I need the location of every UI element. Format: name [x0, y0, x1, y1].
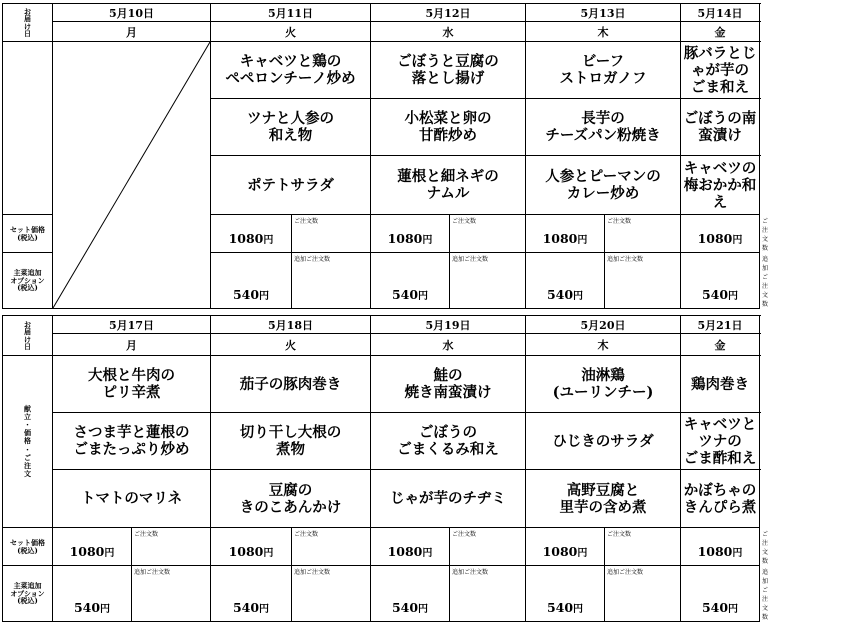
- dish-line: 甘酢炒め: [419, 127, 477, 144]
- dish-line: キャベツとツナの: [683, 415, 757, 450]
- dish-line: 小松菜と卵の: [404, 110, 492, 127]
- set-price-cell: [371, 528, 450, 566]
- dish-line: (ユーリンチー): [552, 384, 654, 401]
- option-price-row: 主菜追加 オプション (税込) 540円 追加ご注文数 540円 追加ご注文数 540円 追加ご注文数 540円 追加ご注文数: [3, 253, 760, 309]
- price-value: 540: [73, 600, 101, 615]
- dish-cell: [526, 356, 681, 413]
- menu-side-label: [3, 42, 53, 215]
- stacked-label: [3, 539, 52, 554]
- label-line: セット価格: [10, 225, 45, 235]
- dish-line: ごま和え: [691, 78, 749, 96]
- dish-line: かぼちゃの: [683, 481, 757, 499]
- stacked-label: [3, 269, 52, 291]
- weekday-header: 金: [681, 22, 760, 42]
- price-value: 540: [701, 287, 729, 302]
- dish-line: ごぼうと豆腐の: [397, 53, 499, 70]
- label-line: 価: [24, 428, 31, 438]
- dish-line: 豆腐の: [268, 481, 313, 499]
- weekday-header: 水: [371, 22, 526, 42]
- dish-cell: [211, 356, 371, 413]
- dish-cell: [371, 99, 526, 156]
- date-header: 5月19日: [371, 316, 526, 334]
- option-price-cell: [526, 566, 605, 622]
- stacked-label: [3, 226, 52, 241]
- dish-cell: [53, 470, 211, 528]
- date-header: 5月21日: [681, 316, 760, 334]
- stacked-label: [3, 8, 52, 37]
- label-line: オプション: [10, 275, 45, 285]
- date-row: [3, 4, 760, 22]
- label-line: (税込): [17, 545, 38, 555]
- dish-line: 鶏肉巻き: [691, 375, 749, 393]
- dish-line: チーズパン粉焼き: [545, 127, 661, 144]
- dish-cell: [526, 413, 681, 470]
- date-header: 5月11日: [211, 4, 371, 22]
- price-value: 540: [391, 287, 419, 302]
- currency-unit: 円: [263, 548, 274, 559]
- set-price-cell: [526, 528, 605, 566]
- dish-line: ツナと人参の: [247, 110, 334, 127]
- label-line: 注: [24, 460, 31, 470]
- label-line: け: [24, 21, 31, 31]
- price-value: 540: [701, 600, 729, 615]
- date-header: 5月14日: [681, 4, 760, 22]
- dish-line: ごぼうの南蛮漬け: [683, 110, 757, 144]
- dish-line: じゃが芋のチヂミ: [390, 490, 506, 507]
- option-price-order-field[interactable]: 追加ご注文数: [292, 253, 371, 309]
- currency-unit: 円: [728, 291, 739, 302]
- label-line: お: [24, 319, 31, 329]
- dish-line: 和え物: [268, 127, 313, 144]
- dish-cell: [526, 42, 681, 99]
- price-value: 1080: [228, 544, 264, 559]
- option-price-label: [3, 253, 53, 309]
- option-price-cell: [681, 253, 760, 309]
- option-price-cell: [211, 253, 292, 309]
- weekday-row: [3, 334, 760, 356]
- option-price-order-field[interactable]: 追加ご注文数: [450, 253, 526, 309]
- dish-cell: [681, 470, 760, 528]
- dish-cell: [371, 156, 526, 215]
- label-line: 届: [24, 14, 31, 24]
- dish-line: ストロガノフ: [559, 70, 647, 87]
- currency-unit: 円: [263, 235, 274, 246]
- dish-line: 油淋鶏: [581, 367, 625, 384]
- set-price-label: [3, 528, 53, 566]
- dish-line: ビーフ: [581, 53, 625, 70]
- delivery-day-label: [3, 4, 53, 42]
- dish-line: ナムル: [426, 185, 470, 202]
- dish-line: ひじきのサラダ: [552, 432, 654, 450]
- label-line: ご: [24, 452, 31, 462]
- label-line: ・: [24, 420, 31, 430]
- dish-line: 鮭の: [433, 367, 463, 384]
- dish-line: 煮物: [276, 441, 305, 458]
- dish-cell: [371, 42, 526, 99]
- label-line: オプション: [10, 588, 45, 598]
- dish-cell: [211, 156, 371, 215]
- label-line: 文: [24, 468, 31, 478]
- dish-cell: [681, 413, 760, 470]
- price-value: 1080: [387, 231, 423, 246]
- label-line: (税込): [17, 596, 38, 606]
- dish-cell: [211, 470, 371, 528]
- currency-unit: 円: [422, 235, 433, 246]
- set-price-cell: [526, 215, 605, 253]
- dish-line: 大根と牛肉の: [88, 367, 175, 384]
- weekday-header: 月: [53, 334, 211, 356]
- dish-cell: [681, 99, 760, 156]
- date-header: 5月18日: [211, 316, 371, 334]
- price-value: 1080: [387, 544, 423, 559]
- option-price-cell: [526, 253, 605, 309]
- price-value: 1080: [542, 544, 578, 559]
- dish-line: 蓮根と細ネギの: [397, 168, 499, 185]
- set-price-cell: [211, 528, 292, 566]
- label-line: け: [24, 334, 31, 344]
- weekday-header: 火: [211, 22, 371, 42]
- label-line: (税込): [17, 283, 38, 293]
- dish-line: 長芋の: [581, 110, 625, 127]
- dish-line: カレー炒め: [566, 185, 640, 202]
- currency-unit: 円: [573, 291, 584, 302]
- option-price-cell: [681, 566, 760, 622]
- currency-unit: 円: [728, 604, 739, 615]
- currency-unit: 円: [732, 235, 743, 246]
- label-line: ・: [24, 444, 31, 454]
- dish-line: 茄子の豚肉巻き: [239, 375, 342, 393]
- set-price-cell: [371, 215, 450, 253]
- option-price-cell: [371, 566, 450, 622]
- dish-line: 高野豆腐と: [566, 481, 640, 499]
- option-price-label: [3, 566, 53, 622]
- label-line: (税込): [17, 232, 38, 242]
- set-price-order-field[interactable]: ご注文数: [605, 215, 681, 253]
- weekday-row: [3, 22, 760, 42]
- dish-cell: [681, 356, 760, 413]
- currency-unit: 円: [573, 604, 584, 615]
- date-header: 5月13日: [526, 4, 681, 22]
- set-price-order-field[interactable]: ご注文数: [450, 528, 526, 566]
- dish-cell: [53, 356, 211, 413]
- date-row: [3, 316, 760, 334]
- dish-line: ごまくるみ和え: [397, 441, 499, 458]
- week1-menu-table: [2, 3, 769, 309]
- price-value: 1080: [542, 231, 578, 246]
- price-value: 540: [232, 600, 260, 615]
- dish-line: 人参とピーマンの: [545, 168, 661, 185]
- label-line: 日: [24, 28, 31, 38]
- dish-line: 梅おかか和え: [683, 176, 757, 211]
- price-value: 540: [546, 600, 574, 615]
- dish-row: [3, 413, 760, 470]
- set-price-order-field[interactable]: ご注文数: [450, 215, 526, 253]
- date-header: 5月12日: [371, 4, 526, 22]
- weekday-header: 金: [681, 334, 760, 356]
- set-price-order-field[interactable]: ご注文数: [292, 215, 371, 253]
- price-value: 1080: [697, 231, 733, 246]
- dish-cell: [526, 99, 681, 156]
- dish-cell: [211, 42, 371, 99]
- dish-line: きのこあんかけ: [239, 498, 342, 516]
- label-line: 格: [24, 436, 31, 446]
- option-price-row: 主菜追加 オプション (税込) 540円 追加ご注文数 540円 追加ご注文数 540円 追加ご注文数 540円 追加ご注文数 540円 追加ご注文数: [3, 566, 760, 622]
- currency-unit: 円: [422, 548, 433, 559]
- label-line: お: [24, 6, 31, 16]
- date-header: 5月20日: [526, 316, 681, 334]
- currency-unit: 円: [259, 291, 270, 302]
- currency-unit: 円: [259, 604, 270, 615]
- dish-line: トマトのマリネ: [80, 490, 183, 507]
- dish-line: キャベツと鶏の: [239, 53, 342, 70]
- date-header: 5月17日: [53, 316, 211, 334]
- price-value: 1080: [69, 544, 105, 559]
- delivery-day-label: [3, 316, 53, 356]
- dish-cell: [526, 470, 681, 528]
- option-price-order-field[interactable]: 追加ご注文数: [292, 566, 371, 622]
- label-line: 主菜追加: [13, 268, 42, 278]
- currency-unit: 円: [577, 548, 588, 559]
- option-price-order-field[interactable]: 追加ご注文数: [132, 566, 211, 622]
- no-service-cell: [53, 42, 211, 309]
- option-price-order-field[interactable]: 追加ご注文数: [605, 566, 681, 622]
- price-value: 540: [391, 600, 419, 615]
- weekday-header: 月: [53, 22, 211, 42]
- price-value: 1080: [228, 231, 264, 246]
- dish-line: 里芋の含め煮: [559, 498, 647, 516]
- set-price-row: セット価格 (税込) 1080円 ご注文数 1080円 ご注文数 1080円 ご注文数 1080円 ご注文数: [3, 215, 760, 253]
- dish-line: きんぴら煮: [683, 498, 757, 516]
- option-price-cell: [371, 253, 450, 309]
- option-price-order-field[interactable]: 追加ご注文数: [605, 253, 681, 309]
- date-header: 5月10日: [53, 4, 211, 22]
- weekday-header: 木: [526, 334, 681, 356]
- stacked-label: [3, 582, 52, 604]
- dish-line: ポテトサラダ: [247, 176, 334, 194]
- dish-line: 焼き南蛮漬け: [404, 384, 492, 401]
- label-line: 献: [24, 404, 31, 414]
- currency-unit: 円: [418, 604, 429, 615]
- weekday-header: 木: [526, 22, 681, 42]
- set-price-cell: [681, 528, 760, 566]
- dish-cell: [53, 413, 211, 470]
- menu-side-label: [3, 356, 53, 528]
- price-value: 540: [232, 287, 260, 302]
- dish-line: ピリ辛煮: [102, 384, 161, 401]
- option-price-cell: [53, 566, 132, 622]
- currency-unit: 円: [577, 235, 588, 246]
- option-price-order-field[interactable]: 追加ご注文数: [450, 566, 526, 622]
- dish-line: 切り干し大根の: [239, 424, 342, 441]
- currency-unit: 円: [418, 291, 429, 302]
- dish-line: キャベツの: [683, 159, 757, 177]
- dish-line: 落とし揚げ: [411, 70, 485, 87]
- label-line: セット価格: [10, 538, 45, 548]
- label-line: 立: [24, 412, 31, 422]
- dish-line: 豚バラとじゃが芋の: [683, 44, 757, 79]
- dish-line: ペペロンチーノ炒め: [225, 70, 356, 87]
- dish-line: ごまたっぷり炒め: [73, 441, 190, 458]
- set-price-cell: [211, 215, 292, 253]
- weekday-header: 水: [371, 334, 526, 356]
- weekday-header: 火: [211, 334, 371, 356]
- dish-row: [3, 356, 760, 413]
- dish-cell: [681, 156, 760, 215]
- label-line: 届: [24, 327, 31, 337]
- set-price-cell: [681, 215, 760, 253]
- set-price-row: セット価格 (税込) 1080円 ご注文数 1080円 ご注文数 1080円 ご注文数 1080円 ご注文数 1080円 ご注文数: [3, 528, 760, 566]
- dish-cell: [211, 99, 371, 156]
- label-line: 日: [24, 341, 31, 351]
- dish-row: [3, 470, 760, 528]
- dish-row: [3, 42, 760, 99]
- set-price-order-field[interactable]: ご注文数: [132, 528, 211, 566]
- dish-cell: [211, 413, 371, 470]
- currency-unit: 円: [732, 548, 743, 559]
- dish-cell: [371, 470, 526, 528]
- dish-cell: [526, 156, 681, 215]
- price-value: 540: [546, 287, 574, 302]
- set-price-order-field[interactable]: ご注文数: [605, 528, 681, 566]
- currency-unit: 円: [100, 604, 111, 615]
- stacked-label: [3, 321, 52, 350]
- dish-line: ごぼうの: [419, 424, 477, 441]
- dish-line: さつま芋と蓮根の: [73, 424, 190, 441]
- currency-unit: 円: [104, 548, 115, 559]
- set-price-order-field[interactable]: ご注文数: [292, 528, 371, 566]
- stacked-label: [3, 405, 52, 477]
- set-price-cell: [53, 528, 132, 566]
- label-line: 主菜追加: [13, 581, 42, 591]
- dish-cell: [371, 413, 526, 470]
- price-value: 1080: [697, 544, 733, 559]
- option-price-cell: [211, 566, 292, 622]
- diagonal-line: [53, 42, 210, 308]
- dish-line: ごま酢和え: [683, 449, 757, 467]
- set-price-label: [3, 215, 53, 253]
- dish-cell: [371, 356, 526, 413]
- dish-cell: [681, 42, 760, 99]
- week2-menu-table: [2, 315, 769, 622]
